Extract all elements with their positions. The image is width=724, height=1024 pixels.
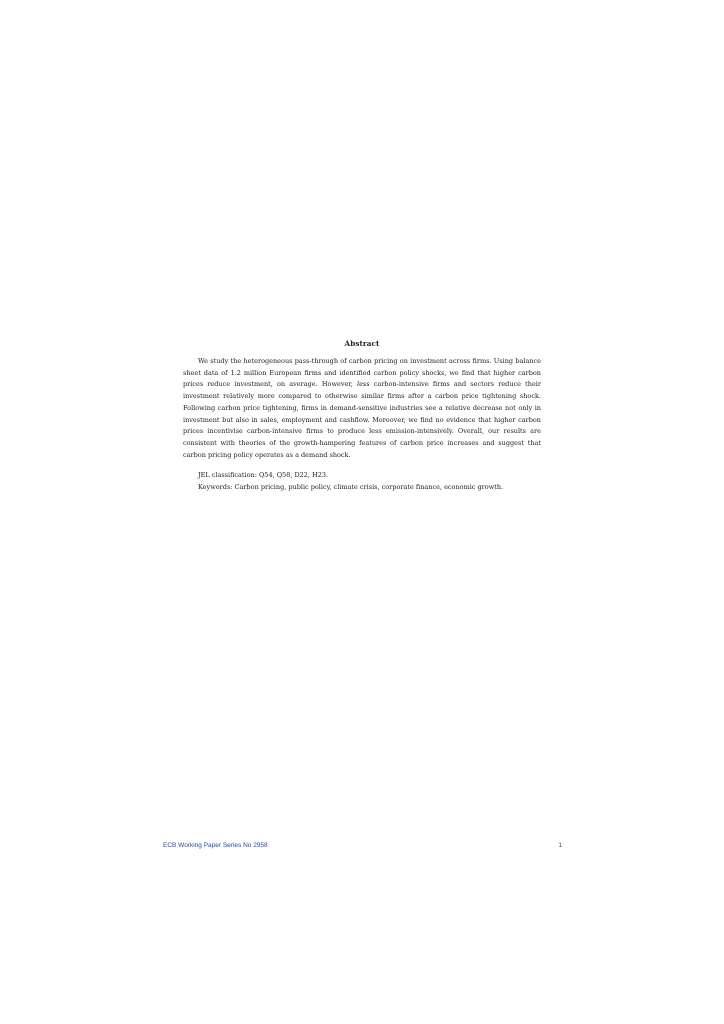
abstract-text-part1: We study the heterogeneous pass-through of carbon pricing on investment across firms. Using balance sheet data of 1.2 million European firms and identified carbon policy shocks, we find that higher carbon prices reduce investment, on average. However,: [183, 357, 541, 389]
abstract-paragraph: [183, 356, 541, 461]
jel-classification: JEL classification: Q54, Q58, D22, H23.: [198, 471, 329, 480]
abstract-emphasis: less: [356, 380, 370, 389]
abstract-title: Abstract: [344, 339, 380, 348]
series-label: ECB Working Paper Series No 2958: [163, 842, 268, 849]
paper-metadata: [183, 470, 541, 493]
abstract-text-part2: carbon-intensive firms and sectors reduce their investment relatively more compared to otherwise similar firms after a carbon price tightening shock. Following carbon price tightening, firms in demand-sensitive industries see a relative decrease not only in investment but also in sales, employment and cashflow. Moreover, we find no evidence that higher carbon prices incentivise carbon-intensive firms to produce less emission-intensively. Overall, our results are consistent with theories of the growth-hampering features of carbon price increases and suggest that carbon pricing policy operates as a demand shock.: [183, 380, 541, 459]
abstract-section: [183, 339, 541, 494]
page-number: 1: [558, 842, 562, 849]
keywords: Keywords: Carbon pricing, public policy, climate crisis, corporate finance, economic growth.: [198, 483, 504, 492]
